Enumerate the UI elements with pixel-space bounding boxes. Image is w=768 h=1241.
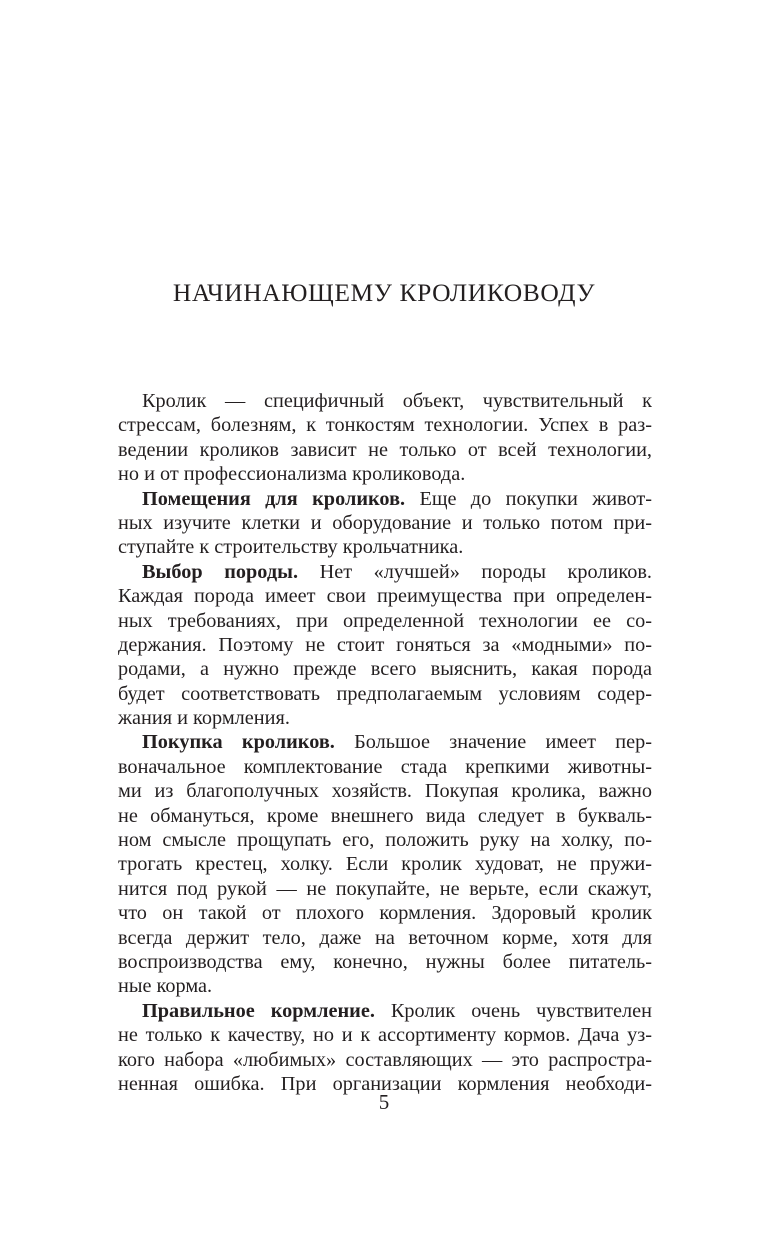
text-line: ные корма.: [118, 975, 213, 998]
text-line: [118, 999, 652, 1023]
text-line: ненная ошибка. При организации кормления необходи-: [118, 1072, 652, 1095]
text-line: воначальное комплектование стада крепкими животны-: [118, 755, 652, 778]
text-line: ми из благополучных хозяйств. Покупая кролика, важно: [118, 780, 652, 803]
body-text: [118, 389, 652, 1096]
chapter-title: НАЧИНАЮЩЕМУ КРОЛИКОВОДУ: [172, 278, 596, 307]
text-line: держания. Поэтому не стоит гоняться за «модными» по-: [118, 633, 652, 656]
paragraph-heading: Правильное кормление.: [142, 999, 375, 1022]
text-line: воспроизводства ему, конечно, нужны более питатель-: [118, 950, 652, 973]
paragraph-heading: Покупка кроликов.: [142, 731, 335, 754]
text-line: [118, 487, 652, 511]
text-line: стрессам, болезням, к тонкостям технологии. Успех в раз-: [118, 414, 652, 437]
text-line: не только к качеству, но и к ассортименту кормов. Дача уз-: [118, 1024, 652, 1047]
paragraph-feeding: [118, 999, 652, 1097]
paragraph-heading: Выбор породы.: [142, 560, 299, 583]
paragraph-text: Еще до покупки живот-: [405, 487, 652, 510]
text-line: ных требованиях, при определенной технологии ее со-: [118, 609, 652, 632]
paragraph-intro: [118, 389, 652, 487]
text-line: что он такой от плохого кормления. Здоровый кролик: [118, 902, 652, 925]
text-line: будет соответствовать предполагаемым условиям содер-: [118, 682, 652, 705]
paragraph-breed-choice: [118, 560, 652, 731]
paragraph-heading: Помещения для кроликов.: [142, 487, 406, 510]
text-line: родами, а нужно прежде всего выяснить, какая порода: [118, 658, 652, 681]
text-line: всегда держит тело, даже на веточном корме, хотя для: [118, 926, 652, 949]
text-line: [118, 560, 652, 584]
text-line: [118, 730, 652, 754]
paragraph-text: Нет «лучшей» породы кроликов.: [298, 560, 652, 583]
paragraph-text: Большое значение имеет пер-: [334, 731, 652, 754]
text-line: кого набора «любимых» составляющих — это распростра-: [118, 1048, 652, 1071]
text-line: ступайте к строительству крольчатника.: [118, 536, 464, 559]
page-number: 5: [378, 1090, 390, 1114]
text-line: не обмануться, кроме внешнего вида следует в букваль-: [118, 804, 652, 827]
text-line: трогать крестец, холку. Если кролик худоват, не пружи-: [118, 853, 652, 876]
text-line: ном смысле прощупать его, положить руку на холку, по-: [118, 829, 652, 852]
text-line: Каждая порода имеет свои преимущества при определен-: [118, 585, 652, 608]
text-line: жания и кормления.: [118, 707, 290, 730]
paragraph-housing: [118, 487, 652, 560]
paragraph-text: Кролик очень чувствителен: [374, 999, 653, 1022]
text-line: ных изучите клетки и оборудование и только потом при-: [118, 511, 652, 534]
text-line: Кролик — специфичный объект, чувствительный к: [142, 390, 652, 412]
paragraph-buying: [118, 730, 652, 998]
text-line: но и от профессионализма кролиководa.: [118, 463, 466, 486]
text-line: нится под рукой — не покупайте, не верьте, если скажут,: [118, 877, 652, 900]
text-line: ведении кроликов зависит не только от всей технологии,: [118, 438, 652, 461]
